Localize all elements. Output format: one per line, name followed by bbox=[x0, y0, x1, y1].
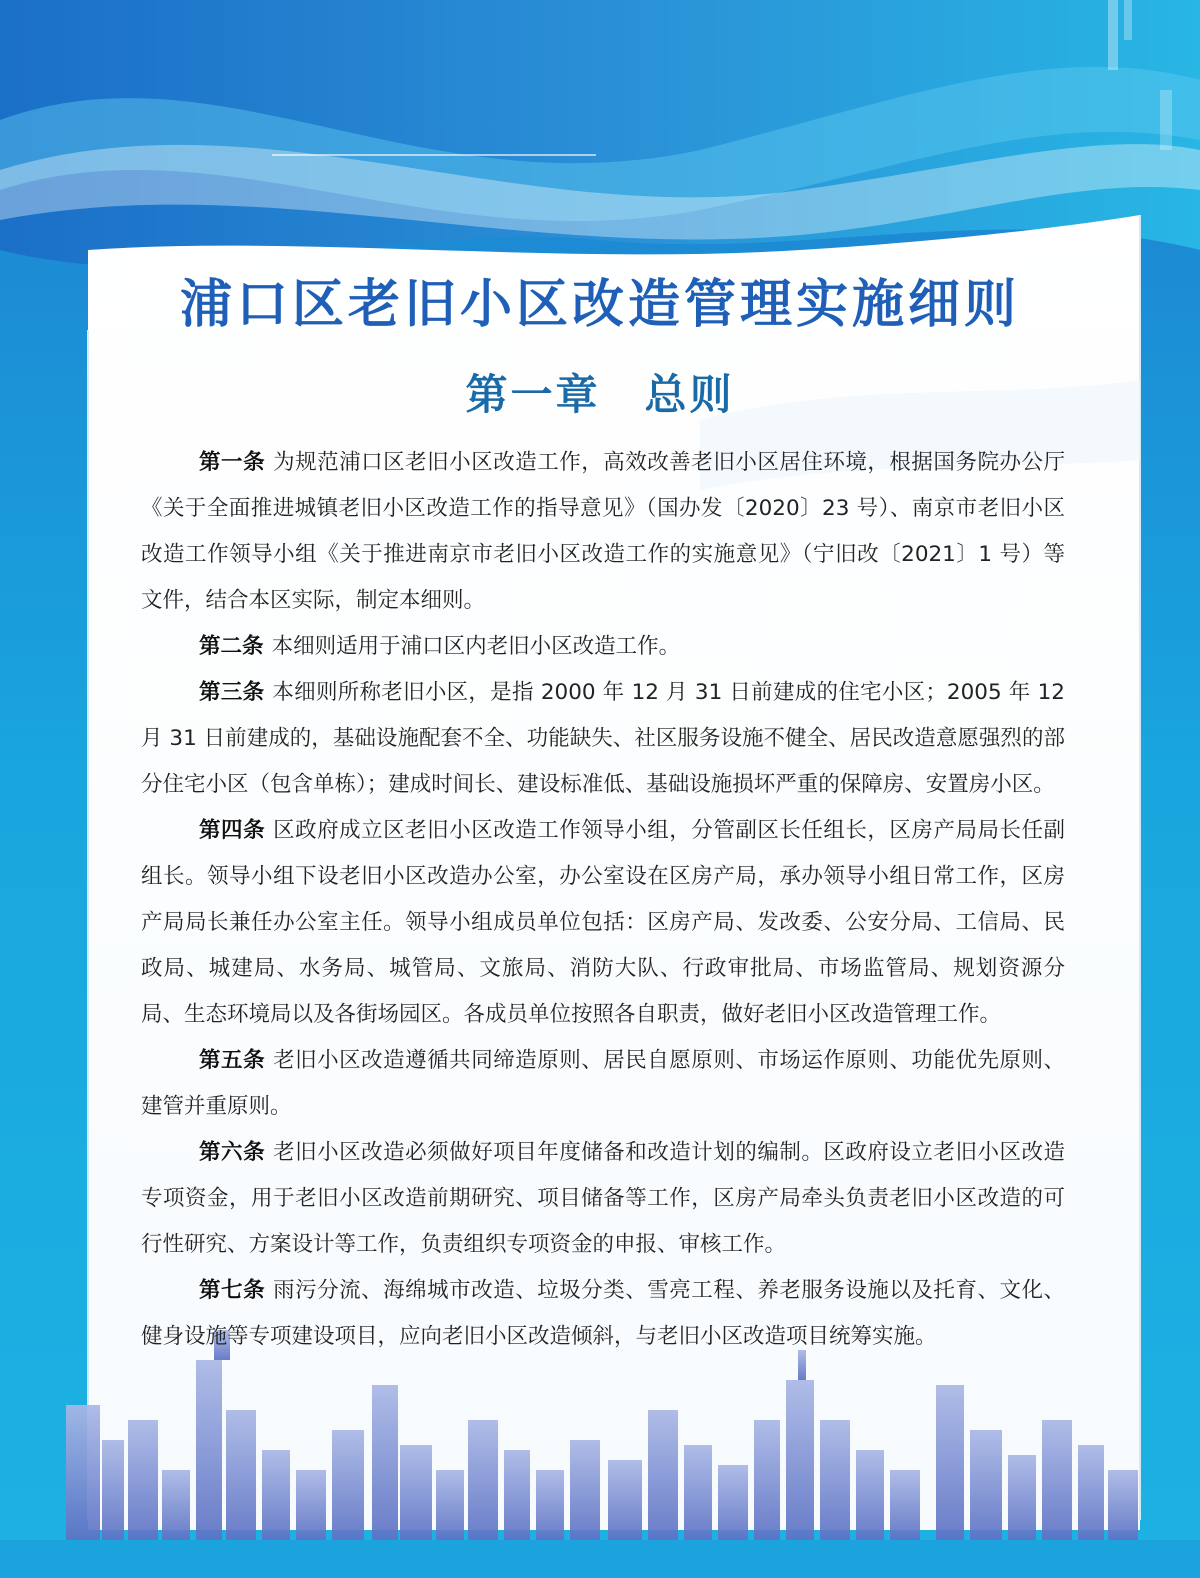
article-7 bbox=[141, 1268, 1065, 1360]
article-number: 第二条 bbox=[199, 634, 264, 659]
article-text: 本细则所称老旧小区，是指 2000 年 12 月 31 日前建成的住宅小区；2005 年 12 月 31 日前建成的，基础设施配套不全、功能缺失、社区服务设施不健全、居民改造意愿强烈的部分住宅小区（包含单栋）；建成时间长、建设标准低、基础设施损坏严重的保障房、安置房小区。 bbox=[141, 680, 1065, 797]
article-4 bbox=[141, 808, 1065, 1038]
article-number: 第四条 bbox=[199, 818, 266, 843]
chapter-heading bbox=[0, 362, 1200, 422]
article-text: 老旧小区改造必须做好项目年度储备和改造计划的编制。区政府设立老旧小区改造专项资金，用于老旧小区改造前期研究、项目储备等工作，区房产局牵头负责老旧小区改造的可行性研究、方案设计等工作，负责组织专项资金的申报、审核工作。 bbox=[141, 1140, 1065, 1257]
article-number: 第三条 bbox=[199, 680, 265, 705]
article-3 bbox=[141, 670, 1065, 808]
article-text: 为规范浦口区老旧小区改造工作，高效改善老旧小区居住环境，根据国务院办公厅《关于全面推进城镇老旧小区改造工作的指导意见》（国办发〔2020〕23 号）、南京市老旧小区改造工作领导小组《关于推进南京市老旧小区改造工作的实施意见》（宁旧改〔2021〕1 号）等文件，结合本区实际，制定本细则。 bbox=[141, 450, 1065, 613]
article-text: 区政府成立区老旧小区改造工作领导小组，分管副区长任组长，区房产局局长任副组长。领导小组下设老旧小区改造办公室，办公室设在区房产局，承办领导小组日常工作，区房产局局长兼任办公室主任。领导小组成员单位包括：区房产局、发改委、公安分局、工信局、民政局、城建局、水务局、城管局、文旅局、消防大队、行政审批局、市场监管局、规划资源分局、生态环境局以及各街场园区。各成员单位按照各自职责，做好老旧小区改造管理工作。 bbox=[141, 818, 1065, 1027]
article-2 bbox=[141, 624, 1065, 670]
article-1 bbox=[141, 440, 1065, 624]
document-body bbox=[141, 440, 1065, 1360]
article-number: 第七条 bbox=[199, 1278, 266, 1303]
article-number: 第五条 bbox=[199, 1048, 266, 1073]
chapter-number: 第一章 bbox=[465, 370, 601, 419]
chapter-name: 总则 bbox=[644, 370, 735, 419]
article-6 bbox=[141, 1130, 1065, 1268]
document-title: 浦口区老旧小区改造管理实施细则 bbox=[179, 275, 1020, 335]
article-text: 老旧小区改造遵循共同缔造原则、居民自愿原则、市场运作原则、功能优先原则、建管并重原则。 bbox=[141, 1048, 1065, 1119]
article-number: 第六条 bbox=[199, 1140, 266, 1165]
article-text: 雨污分流、海绵城市改造、垃圾分类、雪亮工程、养老服务设施以及托育、文化、健身设施等专项建设项目，应向老旧小区改造倾斜，与老旧小区改造项目统筹实施。 bbox=[141, 1278, 1065, 1349]
article-number: 第一条 bbox=[199, 450, 266, 475]
article-5 bbox=[141, 1038, 1065, 1130]
article-text: 本细则适用于浦口区内老旧小区改造工作。 bbox=[271, 634, 681, 659]
